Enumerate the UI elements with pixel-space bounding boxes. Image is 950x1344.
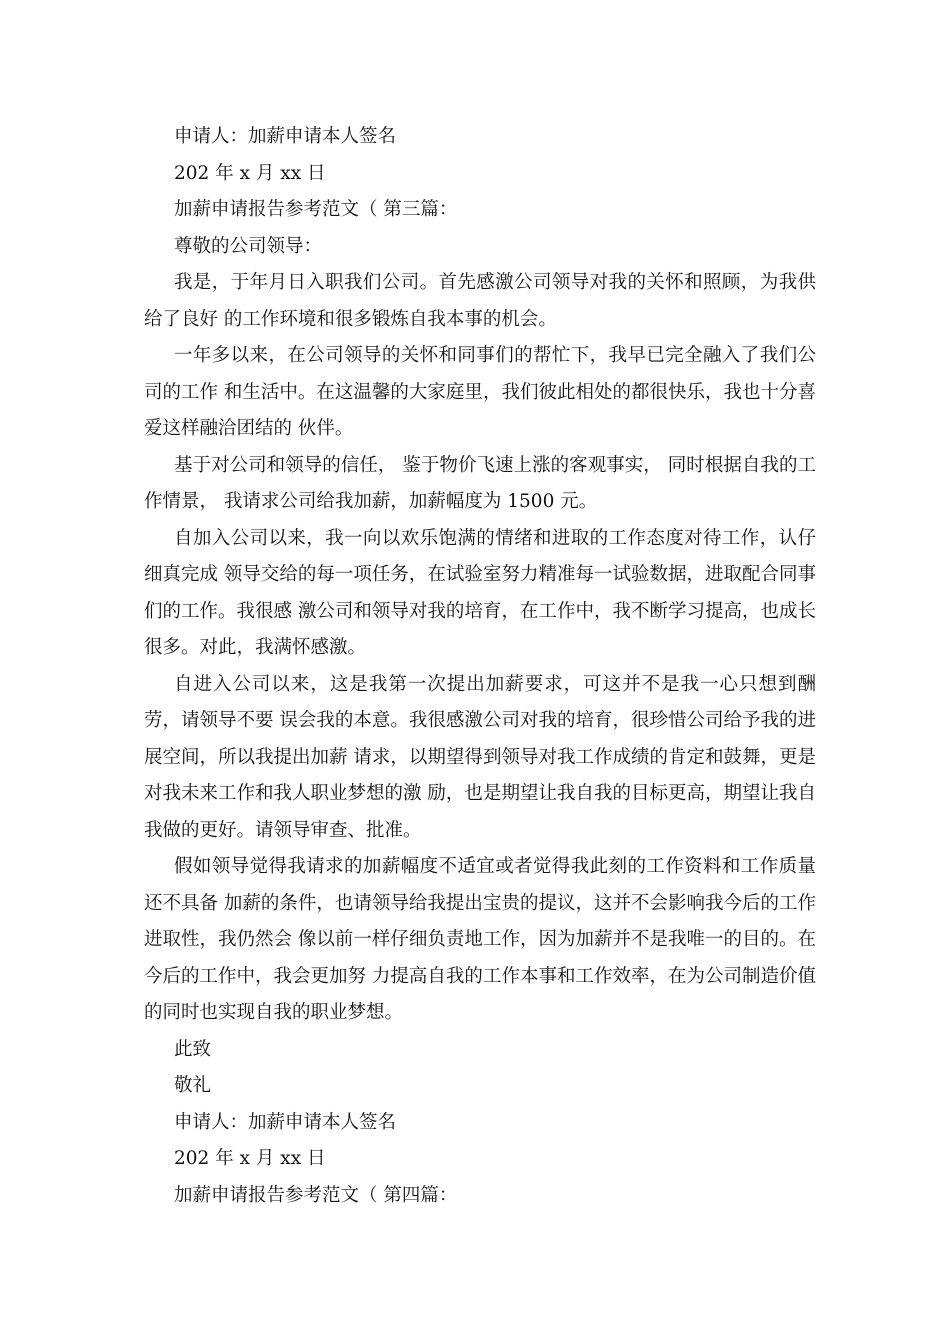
closing-salute: 敬礼 (174, 1075, 212, 1096)
document-body (144, 119, 816, 1214)
section-heading: 加薪申请报告参考范文（ 第三篇： (174, 199, 458, 220)
body-paragraph: 自进入公司以来，这是我第一次提出加薪要求，可这并不是我一心只想到酬劳，请领导不要 误会我的本意。我很感激公司对我的培育，很珍惜公司给予我的进展空间，所以我提出加薪 请求，以期望得到领导对我工作成绩的肯定和鼓舞，更是对我未来工作和我人职业梦想的激 励，也是期望让我自我的目标更高，期望让我自我做的更好。请领导审查、批准。 (144, 673, 816, 841)
body-paragraph: 我是，于年月日入职我们公司。首先感激公司领导对我的关怀和照顾，为我供给了良好 的工作环境和很多锻炼自我本事的机会。 (144, 272, 816, 330)
date-line: 202 年 x 月 xx 日 (174, 162, 326, 184)
closing-line: 此致 (174, 1038, 212, 1060)
body-paragraph: 假如领导觉得我请求的加薪幅度不适宜或者觉得我此刻的工作资料和工作质量还不具备 加薪的条件，也请领导给我提出宝贵的提议，这并不会影响我今后的工作进取性，我仍然会 像以前一样仔细负责地工作，因为加薪并不是我唯一的目的。在今后的工作中，我会更加努 力提高自我的工作本事和工作效率，在为公司制造价值的同时也实现自我的职业梦想。 (144, 856, 816, 1023)
applicant-signature-line: 申请人：加薪申请本人签名 (174, 1111, 397, 1133)
body-paragraph: 自加入公司以来，我一向以欢乐饱满的情绪和进取的工作态度对待工作，认仔细真完成 领导交给的每一项任务，在试验室努力精准每一试验数据，进取配合同事们的工作。我很感 激公司和领导对我的培育，在工作中，我不断学习提高，也成长很多。对此，我满怀感激。 (144, 527, 816, 658)
applicant-signature-line: 申请人：加薪申请本人签名 (174, 126, 397, 147)
body-paragraph: 一年多以来，在公司领导的关怀和同事们的帮忙下，我早已完全融入了我们公司的工作 和生活中。在这温馨的大家庭里，我们彼此相处的都很快乐，我也十分喜爱这样融洽团结的 伙伴。 (144, 345, 816, 439)
salutation: 尊敬的公司领导： (174, 235, 323, 257)
section-heading: 加薪申请报告参考范文（ 第四篇： (174, 1184, 458, 1206)
date-line: 202 年 x 月 xx 日 (174, 1148, 326, 1169)
body-paragraph: 基于对公司和领导的信任， 鉴于物价飞速上涨的客观事实， 同时根据自我的工作情景， 我请求公司给我加薪，加薪幅度为 1500 元。 (144, 454, 816, 512)
